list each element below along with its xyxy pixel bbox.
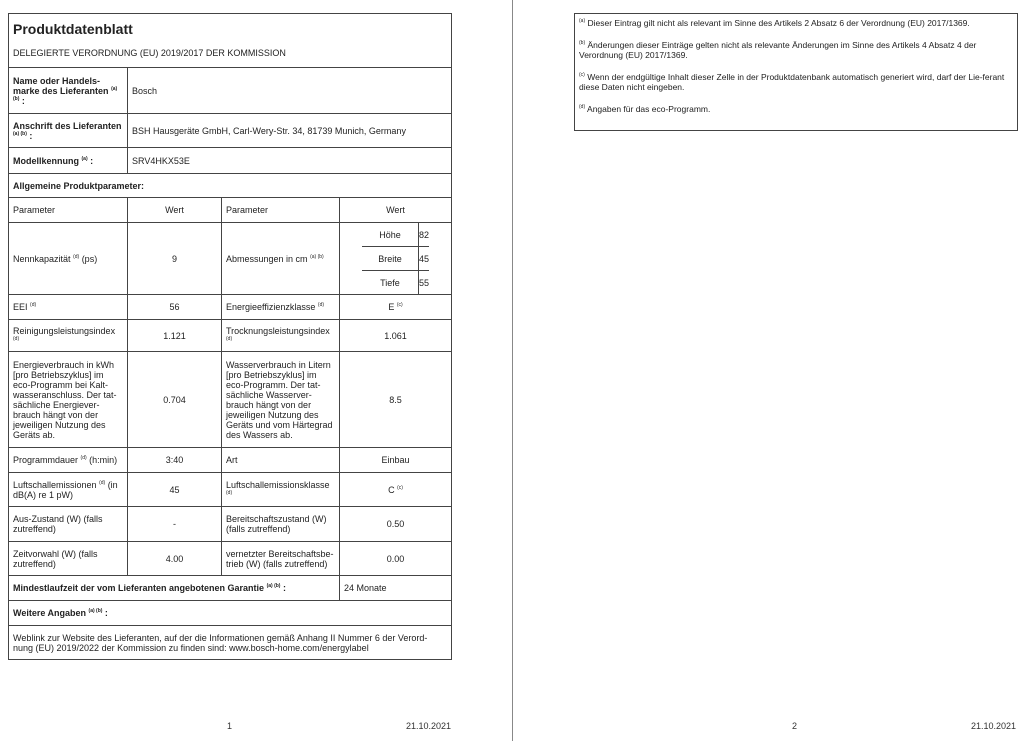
page-divider <box>512 0 513 741</box>
dimension-label: Tiefe <box>362 271 419 294</box>
model-value: SRV4HKX53E <box>127 148 451 173</box>
table-row <box>9 472 451 506</box>
weblink-text: Weblink zur Website des Lieferanten, auf der die Informationen gemäß Anhang II Nummer 6 der Verord-nung (EU) 2019/2022 der Kommission zu finden sind: www.bosch-home.com/energylabel <box>13 632 428 653</box>
warranty-row <box>9 575 451 600</box>
header-value-1: Wert <box>127 198 221 222</box>
product-data-sheet <box>8 13 452 660</box>
page-date: 21.10.2021 <box>406 721 452 731</box>
param-label: Energieeffizienzklasse $^{(d)}$ <box>221 295 339 319</box>
table-header-row <box>9 197 451 222</box>
table-row <box>9 294 451 319</box>
header-value-2: Wert <box>339 198 451 222</box>
general-params-heading: Allgemeine Produktparameter: <box>13 180 145 191</box>
param-value: E $^{(c)}$ <box>339 295 451 319</box>
general-params-row <box>9 173 451 197</box>
supplier-name-row <box>9 67 451 113</box>
param-value: - <box>127 507 221 541</box>
supplier-address-value: BSH Hausgeräte GmbH, Carl-Wery-Str. 34, 81739 Munich, Germany <box>127 114 451 147</box>
dimension-label: Breite <box>362 247 419 270</box>
warranty-value: 24 Monate <box>339 576 451 600</box>
param-value: 56 <box>127 295 221 319</box>
footnotes-box <box>574 13 1018 131</box>
param-value: 0.704 <box>127 352 221 447</box>
supplier-name-label: Name oder Handels-marke des Lieferanten $^{(a) (b)}$ : <box>13 75 118 106</box>
param-label: vernetzter Bereitschaftsbe-trieb (W) (falls zutreffend) <box>221 542 339 575</box>
title-block <box>9 14 451 67</box>
param-label: Trocknungsleistungsindex $^{(d)}$ <box>221 320 339 351</box>
page-number: 2 <box>792 721 798 731</box>
dimensions-table <box>339 223 451 294</box>
supplier-name-value: Bosch <box>127 68 451 113</box>
page-date: 21.10.2021 <box>971 721 1017 731</box>
further-info-row <box>9 600 451 625</box>
param-value: 9 <box>127 223 221 294</box>
header-parameter-2: Parameter <box>221 198 339 222</box>
param-value: 8.5 <box>339 352 451 447</box>
param-label: Energieverbrauch in kWh [pro Betriebszyklus] im eco-Programm bei Kalt-wasseranschluss. Der tat-sächliche Energiever-brauch hängt von der jeweiligen Nutzung des Geräts ab. <box>13 359 117 440</box>
further-info-label: Weitere Angaben $^{(a) (b)}$ : <box>13 608 108 618</box>
model-label: Modellkennung $^{(a)}$ : <box>13 155 94 166</box>
param-label: Bereitschaftszustand (W) (falls zutreffend) <box>221 507 339 541</box>
table-row <box>9 351 451 447</box>
param-label: Wasserverbrauch in Litern [pro Betriebszyklus] im eco-Programm. Der tat-sächliche Wasserver-brauch hängt von der jeweiligen Nutzung des Geräts und vom Härtegrad des Wassers ab. <box>221 352 339 447</box>
regulation-subtitle: DELEGIERTE VERORDNUNG (EU) 2019/2017 DER KOMMISSION <box>13 48 286 58</box>
supplier-address-label: Anschrift des Lieferanten $^{(a) (b)}$ : <box>13 120 122 141</box>
table-row <box>9 447 451 472</box>
weblink-row <box>9 625 451 659</box>
table-row <box>9 319 451 351</box>
param-label: Luftschallemissionsklasse $^{(d)}$ <box>221 473 339 506</box>
supplier-address-row <box>9 113 451 147</box>
param-value: 3:40 <box>127 448 221 472</box>
header-parameter-1: Parameter <box>13 205 56 215</box>
param-value: 45 <box>127 473 221 506</box>
param-value: Einbau <box>339 448 451 472</box>
dimension-label: Höhe <box>362 223 419 246</box>
param-value: 0.50 <box>339 507 451 541</box>
param-label: Programmdauer $^{(d)}$ (h:min) <box>13 455 118 465</box>
param-value: 1.061 <box>339 320 451 351</box>
param-label: Zeitvorwahl (W) (falls zutreffend) <box>13 548 98 569</box>
param-value: 4.00 <box>127 542 221 575</box>
param-label: EEI $^{(d)}$ <box>13 302 37 312</box>
table-row <box>9 541 451 575</box>
page-title: Produktdatenblatt <box>13 21 133 37</box>
model-row <box>9 147 451 173</box>
footnote: $^{(b)}$ Änderungen dieser Einträge gelten nicht als relevante Änderungen im Sinne des Artikels 4 Absatz 4 der Verordnung (EU) 2017/1369. <box>579 40 977 60</box>
footnote: $^{(d)}$ Angaben für das eco-Programm. <box>579 104 711 114</box>
param-value: C $^{(c)}$ <box>339 473 451 506</box>
dimension-value: 82 <box>418 229 429 240</box>
table-row <box>9 506 451 541</box>
table-row <box>9 222 451 294</box>
dimension-value: 45 <box>418 253 429 264</box>
param-label: Art <box>221 448 339 472</box>
param-value: 1.121 <box>127 320 221 351</box>
param-label: Luftschallemissionen $^{(d)}$ (in dB(A) re 1 pW) <box>13 479 118 500</box>
page-number: 1 <box>227 721 233 731</box>
dimension-row <box>362 246 429 270</box>
footnote: $^{(c)}$ Wenn der endgültige Inhalt dieser Zelle in der Produktdatenbank automatisch generiert wird, darf der Lie-ferant diese Daten nicht eingeben. <box>579 72 1005 92</box>
param-label: Nennkapazität $^{(d)}$ (ps) <box>13 253 98 264</box>
param-label: Reinigungsleistungsindex $^{(d)}$ <box>13 325 116 342</box>
param-label: Abmessungen in cm $^{(a) (b)}$ <box>221 223 339 294</box>
param-value: 0.00 <box>339 542 451 575</box>
dimension-row <box>362 270 429 294</box>
dimension-value: 55 <box>418 277 429 288</box>
warranty-label: Mindestlaufzeit der vom Lieferanten angebotenen Garantie $^{(a) (b)}$ : <box>13 583 286 593</box>
dimension-row <box>362 223 429 246</box>
footnote: $^{(a)}$ Dieser Eintrag gilt nicht als relevant im Sinne des Artikels 2 Absatz 6 der Verordnung (EU) 2017/1369. <box>579 18 970 28</box>
param-label: Aus-Zustand (W) (falls zutreffend) <box>13 514 103 534</box>
